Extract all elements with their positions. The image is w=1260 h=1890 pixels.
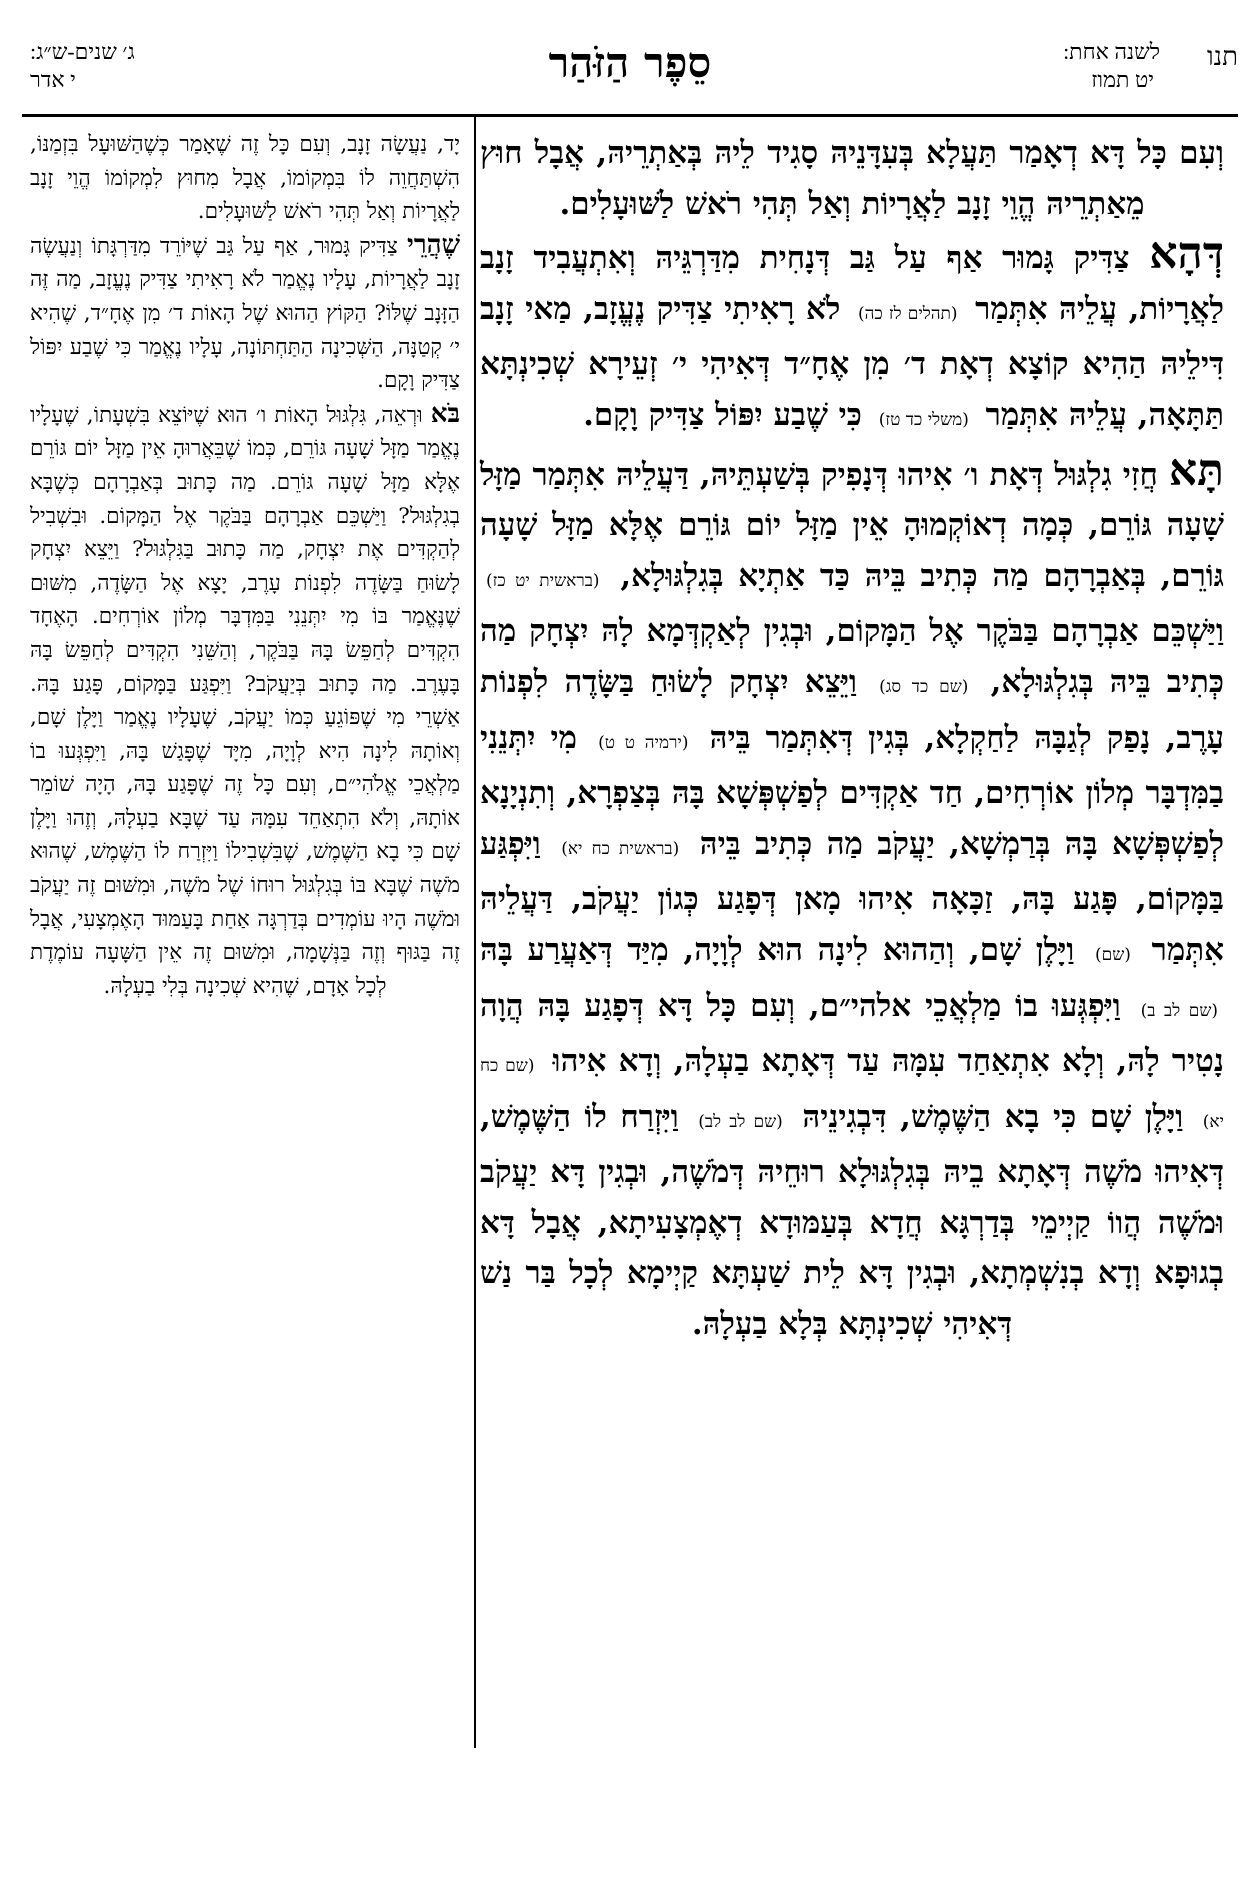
page-number: תנו xyxy=(1207,42,1238,71)
main-text: כִּי שֶׁבַע יִפּוֹל צַדִּיק וָקָם. xyxy=(583,396,862,433)
verse-reference: (בראשית יט כז) xyxy=(486,570,600,591)
main-text: וַיַּשְׁכֵּם אַבְרָהָם בַּבֹּקֶר אֶל הַמָּקוֹם, וּבְגִין לְאַקְדְּמָא לָהּ יִצְחָק מַה כְּתִיב בֵּיהּ בְּגִלְגּוּלָא, xyxy=(480,613,1224,700)
side-text: צַדִּיק גָּמוּר, אַף עַל גַּב שֶׁיּוֹרֵד מִדַּרְגָּתוֹ וְנַעֲשֶׂה זָנָב לַאֲרָיוֹת, עָלָיו נֶאֱמַר לֹא רָאִיתִי צַדִּיק נֶעֱזָב, מַה זֶּה הַזָּנָב שֶׁלּוֹ? הַקּוֹץ הַהוּא שֶׁל הָאוֹת ד׳ מִן אֶחָ״ד, שֶׁהִיא י׳ קְטַנָּה, הַשְּׁכִינָה הַתַּחְתּוֹנָה, עָלָיו נֶאֱמַר כִּי שֶׁבַע יִפּוֹל צַדִּיק וָקָם. xyxy=(30,233,460,394)
opening-word: דְּהָא xyxy=(1149,228,1224,280)
verse-reference: (תהלים לז כה) xyxy=(857,303,958,324)
verse-reference: (שם כד סג) xyxy=(879,676,969,697)
main-text: חֲזִי גִלְגּוּל דְּאָת ו׳ אִיהוּ דְּנָפִיק בְּשַׁעְתֵּיהּ, דַּעֲלֵיהּ אִתְּמַר מַזָּל שָׁעָה גּוֹרֵם, כְּמָה דְאוֹקְמוּהָ אֵין מַזָּל יוֹם גּוֹרֵם אֶלָּא מַזָּל שָׁעָה גּוֹרֵם, בְּאַבְרָהָם מַה כְּתִיב בֵּיהּ כַּד אַתְיָא בְּגִלְגּוּלָא, xyxy=(480,456,1224,594)
main-text: וַיִּפְגַּע בַּמָּקוֹם, פָּגַע בָּהּ, זַכָּאָה אִיהוּ מָאן דְּפָגַע כְּגוֹן יַעֲקֹב, דַּעֲלֵיהּ אִתְּמַר xyxy=(480,825,1225,968)
verse-reference: (ירמיה ט ט) xyxy=(598,732,689,753)
main-text: לֹא רָאִיתִי צַדִּיק נֶעֱזָב, מַאי זָנָב דִּילֵיהּ הַהִיא קוֹצָא דְאָת ד׳ מִן אֶחָ״ד דְּאִיהִי י׳ זְעֵירָא שְׁכִינְתָּא תַּתָּאָה, עֲלֵיהּ אִתְּמַר xyxy=(480,290,1224,433)
schedule-date: יט תמוז xyxy=(1091,67,1154,92)
verse-reference: (משלי כד טז) xyxy=(878,409,969,430)
main-paragraph xyxy=(480,229,1224,445)
verse-reference: (שם לב לב) xyxy=(698,1111,783,1132)
book-title: סֵפֶר הַזֹּהַר xyxy=(548,38,712,87)
aramaic-text-column xyxy=(480,128,1224,1350)
verse-reference: (שם כח יא) xyxy=(480,1056,1225,1132)
opening-word: שֶׁהֲרֵי xyxy=(407,229,460,260)
main-paragraph xyxy=(480,446,1224,1350)
opening-word: בֹּא xyxy=(430,398,460,429)
page-header xyxy=(22,34,1238,120)
study-schedule-three-years xyxy=(30,38,135,94)
column-divider xyxy=(474,116,476,1748)
side-paragraph xyxy=(30,128,460,229)
verse-reference: (שם) xyxy=(1094,944,1131,965)
main-text: וַיֵּצֵא יִצְחָק לָשׂוּחַ בַּשָּׂדֶה לִפְנוֹת עָרֶב, נָפַק לְגַבָּהּ לַחַקְלָא, בְּגִין דְּאִתְּמַר בֵּיהּ xyxy=(480,663,1225,756)
main-text: וַיָּלֶן שָׁם כִּי בָא הַשֶּׁמֶשׁ, דִּבְגִינֵיהּ xyxy=(802,1098,1184,1135)
main-text: וַיִּזְרַח לוֹ הַשֶּׁמֶשׁ, דְּאִיהוּ מֹשֶׁה דְּאָתָא בֵיהּ בְּגִלְגּוּלָא רוּחֵיהּ דְּמֹשֶׁה, וּבְגִין דָּא יַעֲקֹב וּמֹשֶׁה הֲווֹ קַיְימֵי בְּדַרְגָּא חֲדָא בְּעַמּוּדָא דְאֶמְצָעִיתָא, אֲבָל דָּא בְגוּפָא וְדָא בְנִשְׁמְתָא, וּבְגִין דָּא לֵית שַׁעְתָּא קַיְימָא לְכָל בַּר נַשׁ דְּאִיהִי שְׁכִינְתָּא בְּלָא בַעְלָהּ. xyxy=(480,1098,1224,1343)
side-text: וּרְאֵה, גִּלְגּוּל הָאוֹת ו׳ הוּא שֶׁיּוֹצֵא בִּשְׁעָתוֹ, שֶׁעָלָיו נֶאֱמַר מַזָּל שָׁעָה גּוֹרֵם, כְּמוֹ שֶׁבֵּאֲרוּהָ אֵין מַזָּל יוֹם גּוֹרֵם אֶלָּא מַזָּל שָׁעָה גּוֹרֵם. מַה כָּתוּב בְּאַבְרָהָם כְּשֶׁבָּא בְגִלְגּוּל? וַיַּשְׁכֵּם אַבְרָהָם בַּבֹּקֶר אֶל הַמָּקוֹם. וּבִשְׁבִיל לְהַקְדִּים אֶת יִצְחָק, מַה כָּתוּב בַּגִּלְגּוּל? וַיֵּצֵא יִצְחָק לָשׂוּחַ בַּשָּׂדֶה לִפְנוֹת עָרֶב, יָצָא אֶל הַשָּׂדֶה, מִשּׁוּם שֶׁנֶּאֱמַר בּוֹ מִי יִתְּנֵנִי בַּמִּדְבָּר מְלוֹן אוֹרְחִים. הָאֶחָד הִקְדִּים לְחַפֵּשׂ בָּהּ בַּבֹּקֶר, וְהַשֵּׁנִי הִקְדִּים לְחַפֵּשׂ בָּהּ בָּעֶרֶב. מַה כָּתוּב בְּיַעֲקֹב? וַיִּפְגַּע בַּמָּקוֹם, פָּגַע בָּהּ. אַשְׁרֵי מִי שֶׁפּוֹגֵעַ כְּמוֹ יַעֲקֹב, שֶׁעָלָיו נֶאֱמַר וַיָּלֶן שָׁם, וְאוֹתָהּ לִינָה הִיא לְוָיָה, מִיָּד שֶׁפָּגַשׁ בָּהּ, וַיִּפְגְּעוּ בוֹ מַלְאֲכֵי אֱלֹהִי״ם, וְעִם כָּל זֶה שֶׁפָּגַע בָּהּ, הָיָה שׁוֹמֵר אוֹתָהּ, וְלֹא הִתְאַחֵד עִמָּהּ עַד שֶׁבָּא בַעְלָהּ, וְזֶהוּ וַיָּלֶן שָׁם כִּי בָא הַשֶּׁמֶשׁ, שֶׁבִּשְׁבִילוֹ וַיִּזְרַח לוֹ הַשֶּׁמֶשׁ, שֶׁהוּא מֹשֶׁה שֶׁבָּא בּוֹ בְּגִלְגּוּל רוּחוֹ שֶׁל מֹשֶׁה, וּמִשּׁוּם זֶה יַעֲקֹב וּמֹשֶׁה הָיוּ עוֹמְדִים בְּדַרְגָּה אַחַת בָּעַמּוּד הָאֶמְצָעִי, אֲבָל זֶה בַּגּוּף וְזֶה בַּנְּשָׁמָה, וּמִשּׁוּם זֶה אֵין הַשָּׁעָה עוֹמֶדֶת לְכָל אָדָם, שֶׁהִיא שְׁכִינָה בְּלִי בַעְלָהּ. xyxy=(30,402,460,999)
main-text: וַיָּלֶן שָׁם, וְהַהוּא לִינָה הוּא לְוָיָה, מִיַּד דְּאַעֲרַע בָּהּ xyxy=(480,931,1075,968)
schedule-date: י אדר xyxy=(30,67,76,92)
side-paragraph xyxy=(30,229,460,398)
header-divider xyxy=(22,114,1238,117)
schedule-label: ג׳ שנים-ש״ג: xyxy=(30,39,135,64)
main-text: מִי יִתְּנֵנִי בַמִּדְבָּר מְלוֹן אוֹרְחִים, חַד אַקְדִּים לְפַשְׁפְּשָׁא בָּהּ בְּצַפְרָא, וְתִנְיָנָא לְפַשְׁפְּשָׁא בָּהּ בְּרַמְשָׁא, יַעֲקֹב מַה כְּתִיב בֵּיהּ xyxy=(480,719,1225,862)
side-text: יָד, נַעֲשָׂה זָנָב, וְעִם כָּל זֶה שֶׁאָמַר כְּשֶׁהַשּׁוּעָל בִּזְמַנּוֹ, הִשְׁתַּחֲוֵה לוֹ בִּמְקוֹמוֹ, אֲבָל מִחוּץ לִמְקוֹמוֹ הֱוֵי זָנָב לַאֲרָיוֹת וְאַל תְּהִי רֹאשׁ לַשּׁוּעָלִים. xyxy=(30,132,460,225)
verse-reference: (שם לב ב) xyxy=(1140,1000,1218,1021)
side-paragraph xyxy=(30,398,460,1004)
main-text: וַיִּפְגְּעוּ בוֹ מַלְאֲכֵי אלהי״ם, וְעִם כָּל דָּא דְּפָגַע בָּהּ הֲוָה נָטִיר לָהּ, וְלָא אִתְאַחַד עִמָּהּ עַד דְּאָתָא בַעְלָהּ, וְדָא אִיהוּ xyxy=(480,987,1224,1080)
hebrew-translation-column xyxy=(30,128,460,1003)
main-text: וְעִם כָּל דָּא דְאָמַר תַּעֲלָא בְּעִדָּנֵיהּ סָגִיד לֵיהּ בְּאַתְרֵיהּ, אֲבָל חוּץ מֵאַתְרֵיהּ הֱוֵי זָנָב לַאֲרָיוֹת וְאַל תְּהִי רֹאשׁ לַשּׁוּעָלִים. xyxy=(480,135,1224,222)
schedule-label: לשנה אחת: xyxy=(1063,39,1160,64)
verse-reference: (בראשית כח יא) xyxy=(561,838,680,859)
main-paragraph xyxy=(480,128,1224,229)
main-text: צַדִּיק גָּמוּר אַף עַל גַּב דְּנָחִית מִדַּרְגֵּיהּ וְאִתְעֲבִיד זָנָב לַאֲרָיוֹת, עֲלֵיהּ אִתְּמַר xyxy=(480,240,1225,327)
opening-word: תָּא xyxy=(1168,444,1224,496)
